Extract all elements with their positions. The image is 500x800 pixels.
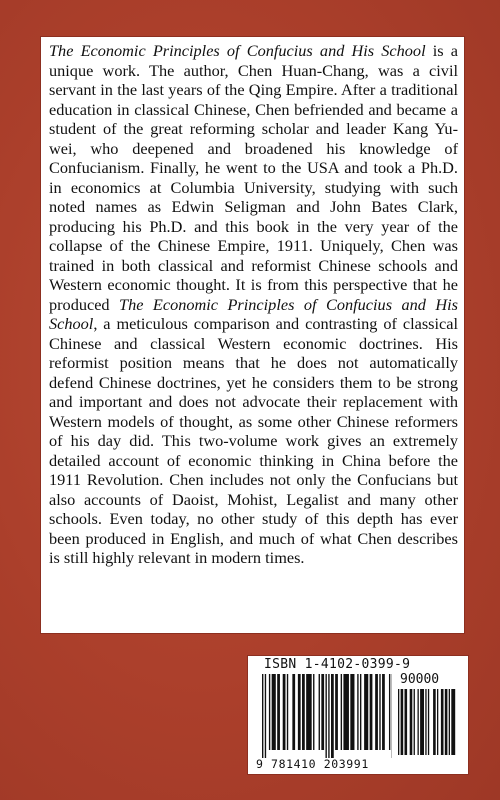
price-code: 90000 — [400, 672, 440, 687]
isbn-number: ISBN 1-4102-0399-9 — [264, 657, 411, 672]
book-description-text — [49, 41, 458, 568]
book-title-italic-2: The Economic Principles of Confucius and His School — [49, 294, 458, 333]
ean-digits: 9 781410 203991 — [256, 757, 369, 771]
description-part-1: is a unique work. The author, Chen Huan-Chang, was a civil servant in the last years of the Qing Empire. After a traditional education in classical Chinese, Chen befriended and became a student of the great reforming scholar and leader Kang Yu-wei, who deepened and broadened his knowledge of Confucianism. Finally, he went to the USA and took a Ph.D. in economics at Columbia University, studying with such noted names as Edwin Seligman and John Bates Clark, producing his Ph.D. and this book in the very year of the collapse of the Chinese Empire, 1911. Uniquely, Chen was trained in both classical and reformist Chinese schools and Western economic thought. It is from this perspective that he produced — [49, 41, 458, 314]
description-part-2: , a meticulous comparison and contrasting of classical Chinese and classical Western economic doctrines. His reformist position means that he does not automatically defend Chinese doctrines, yet he considers them to be strong and important and does not advocate their replacement with Western models of thought, as some other Chinese reformers of his day did. This two-volume work gives an extremely detailed account of economic thinking in China before the 1911 Revolution. Chen includes not only the Confucians but also accounts of Daoist, Mohist, Legalist and many other schools. Even today, no other study of this depth has ever been produced in English, and much of what Chen describes is still highly relevant in modern times. — [49, 314, 458, 567]
book-title-italic: The Economic Principles of Confucius and His School — [49, 41, 426, 60]
ean-barcode-image — [262, 674, 392, 758]
price-addon-barcode-image — [398, 689, 456, 755]
isbn-barcode-label — [247, 655, 469, 775]
book-description-panel — [40, 36, 465, 634]
